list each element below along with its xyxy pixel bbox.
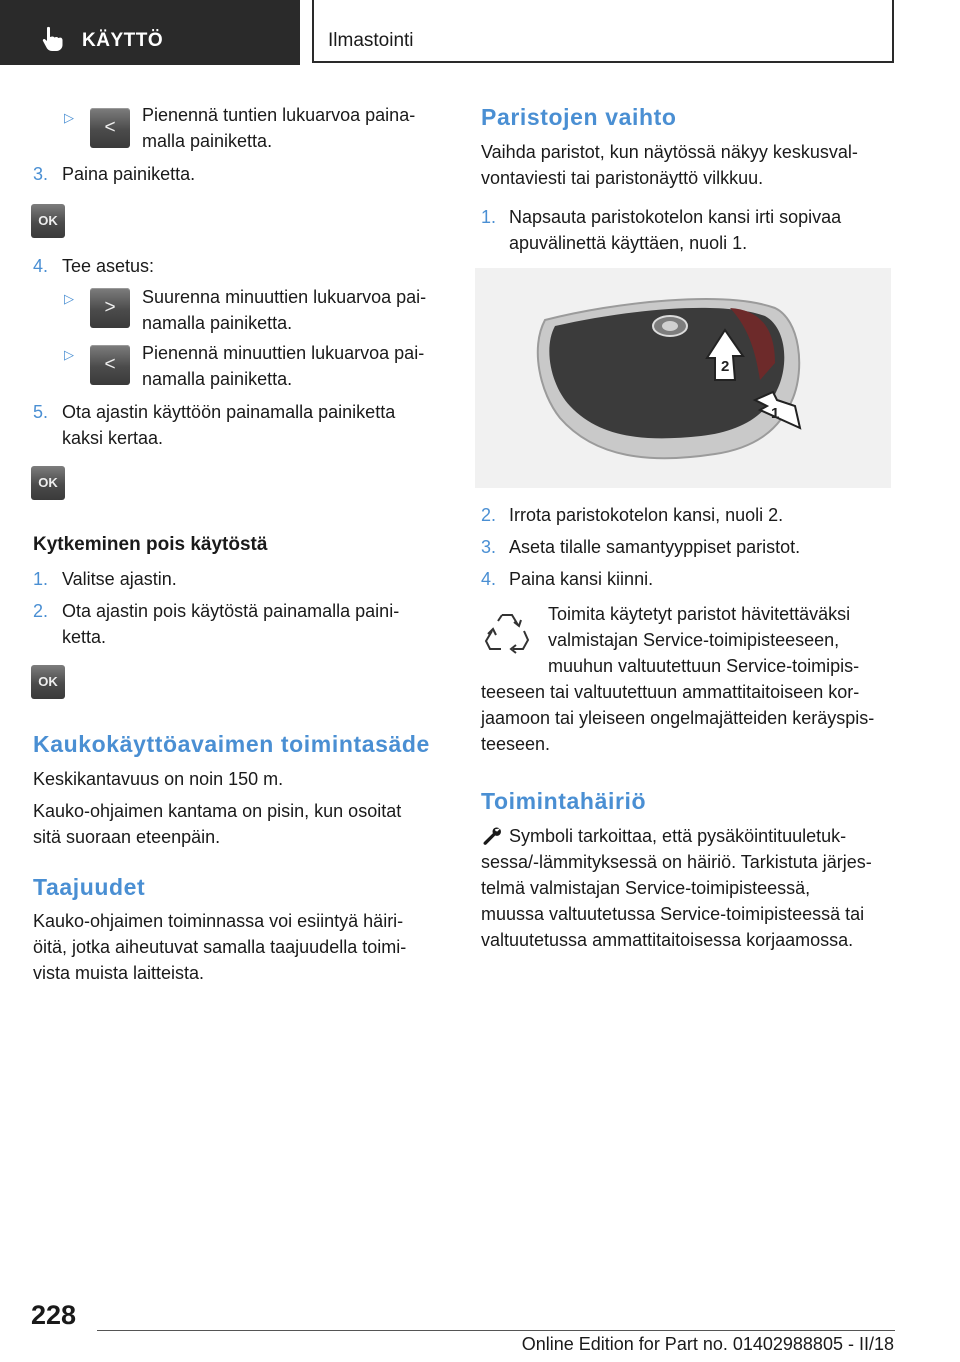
b1-line2: apuvälinettä käyttäen, nuoli 1. — [509, 233, 748, 253]
subsection-tab — [312, 0, 894, 63]
fault-text: Symboli tarkoittaa, että pysäköintituuletuk- — [509, 826, 847, 846]
step5-line2: kaksi kertaa. — [62, 428, 164, 448]
freq-text: öitä, jotka aiheutuvat samalla taajuudella toimi- — [33, 937, 407, 957]
recycle-icon — [482, 607, 532, 662]
arrow-left-button-image: < — [90, 108, 130, 148]
heading-range: Kaukokäyttöavaimen toimintasäde — [33, 731, 430, 757]
recycle-text: muuhun valtuutettuun Service-toimipis- — [548, 656, 860, 676]
ok-button-image: OK — [31, 204, 65, 238]
freq-text: vista muista laitteista. — [33, 963, 205, 983]
bullet-triangle-icon: ▷ — [64, 291, 74, 306]
arrow-left-button-image: < — [90, 345, 130, 385]
item-c-line1: Pienennä minuuttien lukuarvoa pai- — [142, 343, 425, 363]
off2-line1: Ota ajastin pois käytöstä painamalla paini- — [62, 601, 400, 621]
step-number: 4. — [481, 569, 497, 589]
arrow-2-label: 2 — [721, 358, 730, 375]
off1-text: Valitse ajastin. — [62, 569, 177, 589]
recycle-text: Toimita käytetyt paristot hävitettäväksi — [548, 604, 851, 624]
step-number: 2. — [33, 601, 49, 621]
recycle-text: valmistajan Service-toimipisteeseen, — [548, 630, 840, 650]
edition-text: Online Edition for Part no. 01402988805 - II/18 — [521, 1334, 894, 1354]
range-text: Kauko-ohjaimen kantama on pisin, kun osoitat — [33, 801, 402, 821]
recycle-text: teeseen tai valtuutettuun ammattitaitoiseen kor- — [481, 682, 860, 702]
step5-line1: Ota ajastin käyttöön painamalla painiketta — [62, 402, 396, 422]
freq-text: Kauko-ohjaimen toiminnassa voi esiintyä häiri- — [33, 911, 404, 931]
battery-text: Vaihda paristot, kun näytössä näkyy keskusval- — [481, 142, 858, 162]
step-number: 3. — [33, 164, 49, 184]
battery-text: vontaviesti tai paristonäyttö vilkkuu. — [481, 168, 764, 188]
b3-text: Aseta tilalle samantyyppiset paristot. — [509, 537, 801, 557]
step-number: 1. — [33, 569, 49, 589]
arrow-right-button-image: > — [90, 288, 130, 328]
section-title: KÄYTTÖ — [82, 30, 164, 51]
step3-text: Paina painiketta. — [62, 164, 196, 184]
page-number: 228 — [31, 1300, 77, 1330]
item-a-line1: Pienennä tuntien lukuarvoa paina- — [142, 105, 416, 125]
step-number: 2. — [481, 505, 497, 525]
heading-battery: Paristojen vaihto — [481, 104, 677, 130]
b2-text: Irrota paristokotelon kansi, nuoli 2. — [509, 505, 784, 525]
b1-line1: Napsauta paristokotelon kansi irti sopivaa — [509, 207, 842, 227]
bullet-triangle-icon: ▷ — [64, 347, 74, 362]
bullet-triangle-icon: ▷ — [64, 110, 74, 125]
step4-text: Tee asetus: — [62, 256, 155, 276]
recycle-text: teeseen. — [481, 734, 551, 754]
key-battery-illustration — [475, 268, 891, 488]
b4-text: Paina kansi kiinni. — [509, 569, 654, 589]
item-c-line2: namalla painiketta. — [142, 369, 293, 389]
footer-divider — [97, 1330, 895, 1331]
heading-fault: Toimintahäiriö — [481, 788, 647, 814]
section-tab — [0, 0, 300, 65]
item-b-line1: Suurenna minuuttien lukuarvoa pai- — [142, 287, 427, 307]
fault-text: sessa/-lämmityksessä on häiriö. Tarkistuta järjes- — [481, 852, 872, 872]
item-b-line2: namalla painiketta. — [142, 313, 293, 333]
off2-line2: ketta. — [62, 627, 107, 647]
step-number: 3. — [481, 537, 497, 557]
fault-text: valtuutetussa ammattitaitoisessa korjaamossa. — [481, 930, 854, 950]
step-number: 1. — [481, 207, 497, 227]
item-a-line2: malla painiketta. — [142, 131, 273, 151]
ok-button-image: OK — [31, 665, 65, 699]
fault-text: muussa valtuutetussa Service-toimipisteessä tai — [481, 904, 865, 924]
heading-frequencies: Taajuudet — [33, 874, 146, 900]
ok-button-image: OK — [31, 466, 65, 500]
subsection-title: Ilmastointi — [328, 30, 414, 51]
arrow-1-label: 1 — [771, 405, 780, 422]
step-number: 5. — [33, 402, 49, 422]
wrench-icon — [482, 826, 502, 851]
hand-pointer-icon — [40, 26, 68, 57]
recycle-text: jaamoon tai yleiseen ongelmajätteiden keräyspis- — [481, 708, 875, 728]
step-number: 4. — [33, 256, 49, 276]
sub-heading: Kytkeminen pois käytöstä — [33, 534, 268, 555]
fault-text: telmä valmistajan Service-toimipisteessä, — [481, 878, 811, 898]
range-text: Keskikantavuus on noin 150 m. — [33, 769, 284, 789]
range-text: sitä suoraan eteenpäin. — [33, 827, 221, 847]
